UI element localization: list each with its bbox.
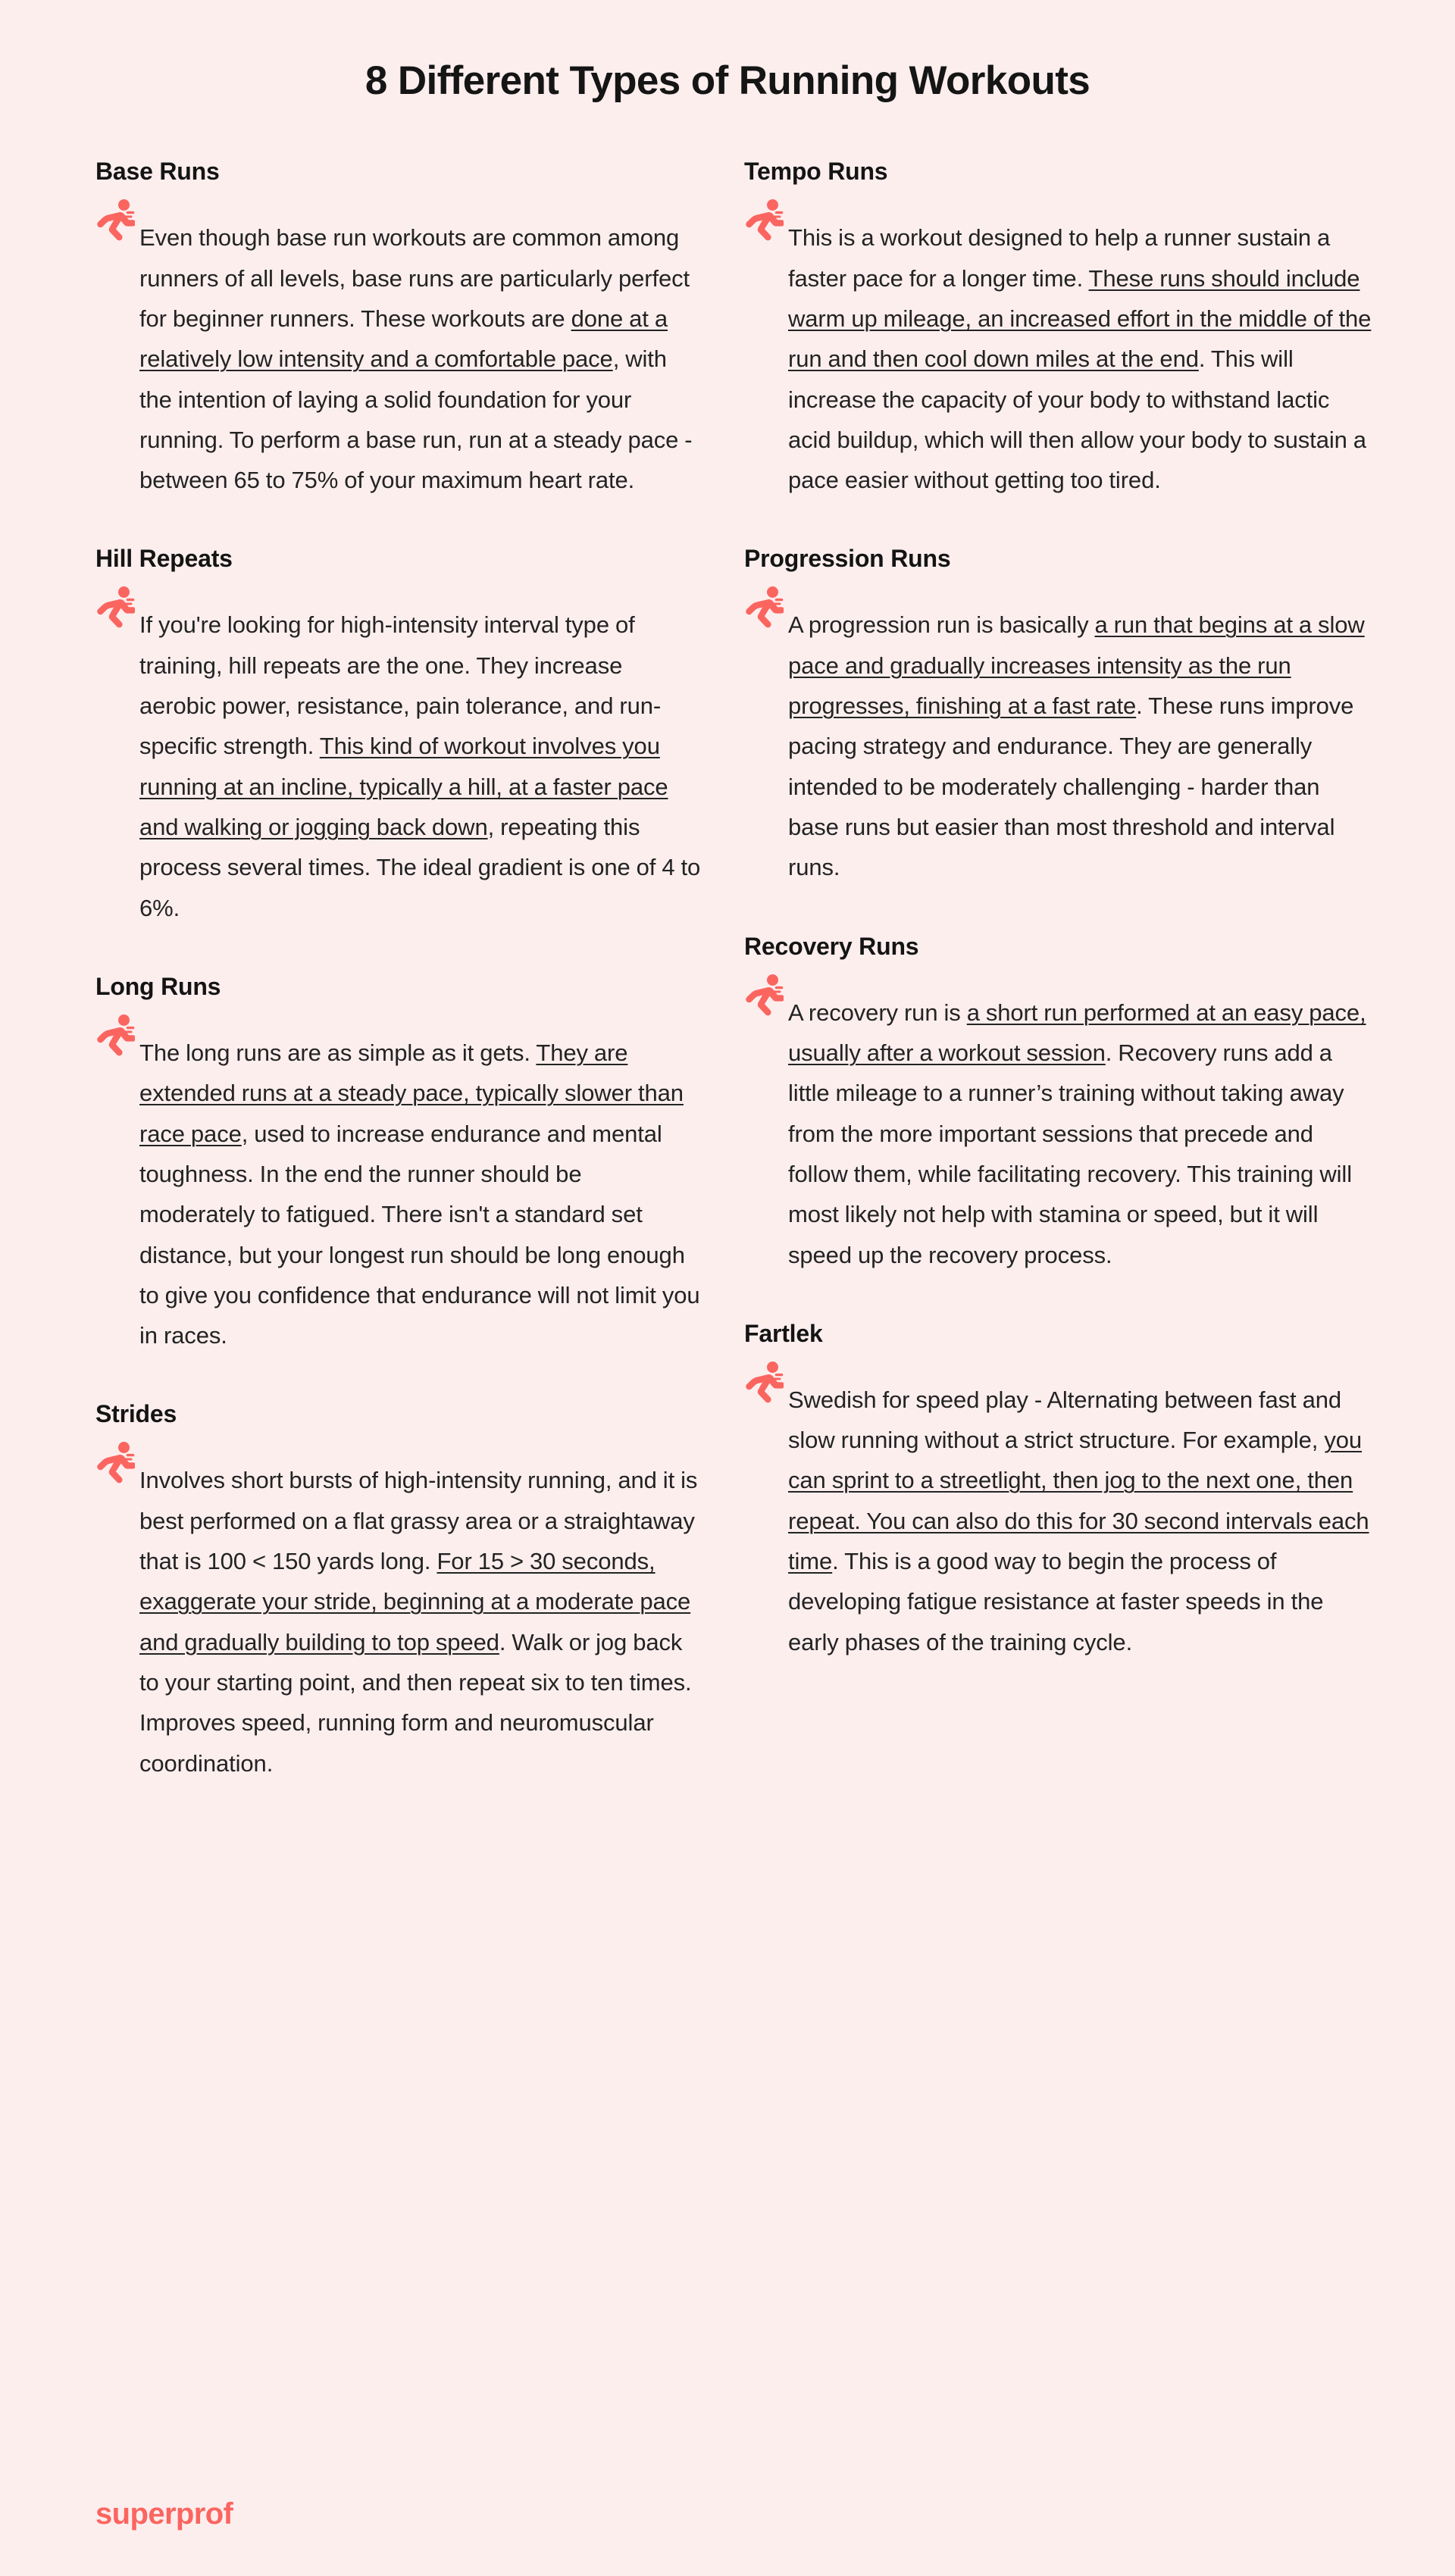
card-body-tempo-runs — [744, 194, 1373, 524]
card-hill-repeats — [95, 543, 702, 952]
text-strides-0: Involves short bursts of high-intensity running, and it is best performed on a flat grassy area or a straightaway that is 100 < 150 yards long. — [139, 1467, 698, 1575]
card-progression-runs — [744, 543, 1373, 911]
card-title-hill-repeats: Hill Repeats — [95, 545, 233, 573]
card-text-base-runs — [139, 217, 702, 500]
card-text-tempo-runs — [788, 217, 1373, 500]
highlighted-text-tempo-runs-1: These runs should include warm up mileage, an increased effort in the middle of the run and then cool down miles at the end — [788, 264, 1372, 373]
text-base-runs-2: , with the intention of laying a solid foundation for your running. To perform a base run, run at a steady pace - between 65 to 75% of your maximum heart rate. — [139, 345, 693, 494]
card-title-recovery-runs: Recovery Runs — [744, 932, 919, 960]
card-text-strides — [139, 1460, 702, 1784]
highlighted-text-strides-1: For 15 > 30 seconds, exaggerate your stride, beginning at a moderate pace and gradually building to top speed — [139, 1548, 691, 1655]
highlighted-text-base-runs-1: done at a relatively low intensity and a comfortable pace — [139, 305, 668, 373]
running-person-icon — [744, 199, 784, 242]
card-title-strides: Strides — [95, 1400, 177, 1428]
running-person-icon — [744, 586, 784, 630]
right-column — [744, 156, 1373, 1827]
text-fartlek-0: Swedish for speed play - Alternating between fast and slow running without a strict structure. For example, — [788, 1386, 1341, 1454]
text-progression-runs-0: A progression run is basically — [788, 611, 1095, 639]
page-title: 8 Different Types of Running Workouts — [365, 58, 1090, 103]
card-long-runs — [95, 971, 702, 1380]
card-text-hill-repeats — [139, 605, 702, 928]
text-strides-2: . Walk or jog back to your starting point, and then repeat six to ten times. Improves speed, running form and neuromuscular coordination. — [139, 1628, 692, 1777]
card-title-progression-runs: Progression Runs — [744, 545, 951, 573]
card-recovery-runs — [744, 931, 1373, 1299]
highlighted-text-long-runs-1: They are extended runs at a steady pace, typically slower than race pace — [139, 1039, 684, 1147]
text-tempo-runs-2: . This will increase the capacity of your body to withstand lactic acid buildup, which will then allow your body to sustain a pace easier without getting too tired. — [788, 345, 1366, 494]
text-long-runs-2: , used to increase endurance and mental toughness. In the end the runner should be moderately to fatigued. There isn't a standard set distance, but your longest run should be long enough to give you confidence that endurance will not limit you in races. — [139, 1120, 700, 1349]
card-tempo-runs — [744, 156, 1373, 524]
text-progression-runs-2: . These runs improve pacing strategy and endurance. They are generally intended to be moderately challenging - harder than base runs but easier than most threshold and interval runs. — [788, 692, 1354, 881]
text-hill-repeats-0: If you're looking for high-intensity interval type of training, hill repeats are the one. They increase aerobic power, resistance, pain tolerance, and run-specific strength. — [139, 611, 662, 760]
highlighted-text-recovery-runs-1: a short run performed at an easy pace, usually after a workout session — [788, 999, 1366, 1066]
running-person-icon — [95, 199, 135, 242]
highlighted-text-fartlek-1: you can sprint to a streetlight, then jog to the next one, then repeat. You can also do this for 30 second intervals each time — [788, 1427, 1369, 1575]
card-title-tempo-runs: Tempo Runs — [744, 158, 888, 186]
card-body-long-runs — [95, 1009, 702, 1380]
card-text-progression-runs — [788, 605, 1373, 887]
superprof-logo[interactable]: superprof — [95, 2497, 233, 2531]
text-tempo-runs-0: This is a workout designed to help a runner sustain a faster pace for a longer time. — [788, 224, 1331, 292]
text-long-runs-0: The long runs are as simple as it gets. — [139, 1039, 537, 1066]
card-text-long-runs — [139, 1033, 702, 1356]
text-fartlek-2: . This is a good way to begin the process of developing fatigue resistance at faster speeds in the early phases of the training cycle. — [788, 1548, 1324, 1655]
card-text-fartlek — [788, 1380, 1373, 1662]
card-base-runs — [95, 156, 702, 524]
running-person-icon — [95, 1441, 135, 1485]
cards-grid — [0, 156, 1455, 1827]
highlighted-text-hill-repeats-1: This kind of workout involves you running at an incline, typically a hill, at a faster pace and walking or jogging back down — [139, 733, 668, 841]
running-person-icon — [744, 974, 784, 1018]
card-body-recovery-runs — [744, 969, 1373, 1299]
running-person-icon — [95, 586, 135, 630]
text-hill-repeats-2: , repeating this process several times. The ideal gradient is one of 4 to 6%. — [139, 814, 701, 921]
text-recovery-runs-0: A recovery run is — [788, 999, 967, 1026]
card-body-base-runs — [95, 194, 702, 524]
highlighted-text-progression-runs-1: a run that begins at a slow pace and gradually increases intensity as the run progresses, finishing at a fast rate — [788, 611, 1365, 720]
card-body-hill-repeats — [95, 581, 702, 952]
text-recovery-runs-2: . Recovery runs add a little mileage to a runner’s training without taking away from the more important sessions that precede and follow them, while facilitating recovery. This training will most likely not help with stamina or speed, but it will speed up the recovery process. — [788, 1039, 1352, 1268]
text-base-runs-0: Even though base run workouts are common among runners of all levels, base runs are particularly perfect for beginner runners. These workouts are — [139, 224, 690, 332]
left-column — [95, 156, 702, 1827]
footer — [95, 2499, 233, 2529]
card-text-recovery-runs — [788, 993, 1373, 1275]
card-body-strides — [95, 1436, 702, 1807]
card-title-fartlek: Fartlek — [744, 1319, 823, 1347]
running-person-icon — [744, 1361, 784, 1405]
card-title-base-runs: Base Runs — [95, 158, 220, 186]
card-body-progression-runs — [744, 581, 1373, 911]
running-person-icon — [95, 1014, 135, 1058]
card-strides — [95, 1399, 702, 1807]
card-title-long-runs: Long Runs — [95, 972, 221, 1000]
card-fartlek — [744, 1318, 1373, 1686]
card-body-fartlek — [744, 1356, 1373, 1686]
